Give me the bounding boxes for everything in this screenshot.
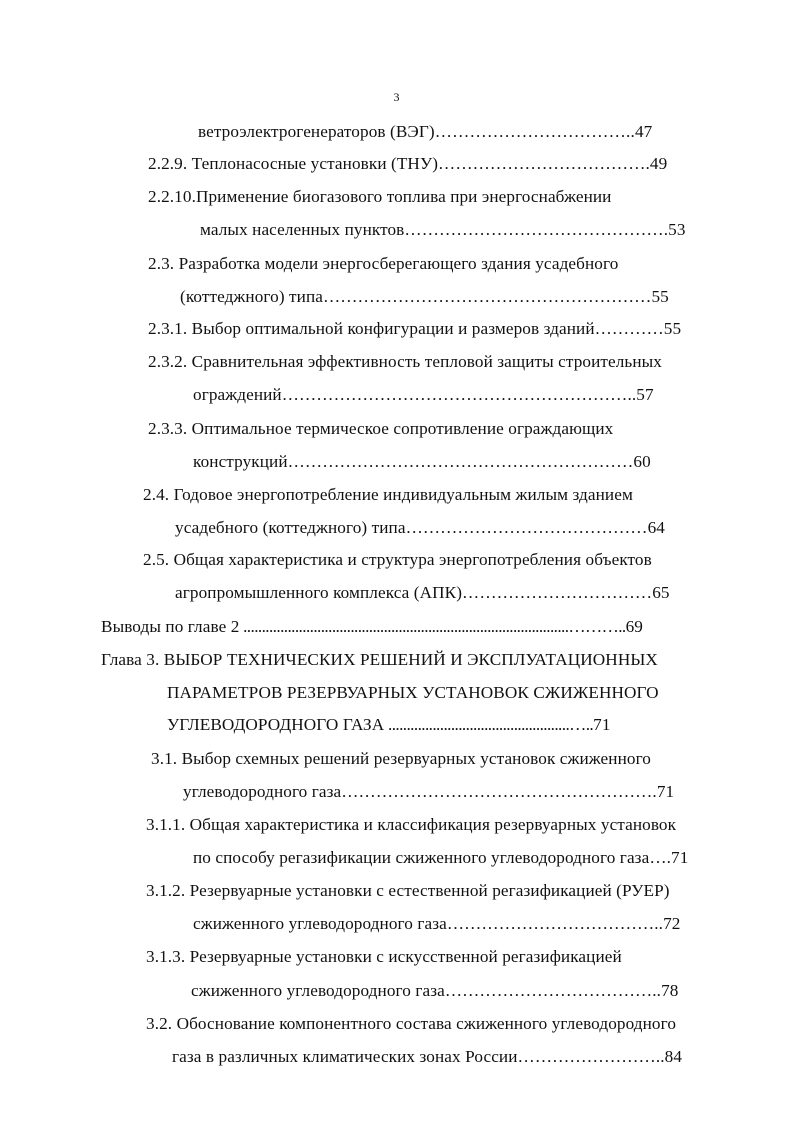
page-number: 3 xyxy=(393,90,400,104)
toc-entry-title: УГЛЕВОДОРОДНОГО ГАЗА xyxy=(167,715,385,734)
toc-entry xyxy=(183,781,674,803)
toc-entry xyxy=(167,714,611,736)
toc-entry-title: углеводородного газа xyxy=(183,782,342,801)
toc-entry-title: Выводы по главе 2 xyxy=(101,617,240,636)
toc-entry-leader: …………………………………………………….. xyxy=(281,385,637,404)
toc-entry xyxy=(191,980,678,1002)
toc-entry xyxy=(148,418,613,440)
toc-entry-leader: …………………….. xyxy=(517,1047,665,1066)
toc-entry xyxy=(193,384,654,406)
toc-entry-page: 57 xyxy=(636,385,654,404)
toc-entry-page: 64 xyxy=(647,518,665,537)
toc-entry xyxy=(148,318,681,340)
toc-entry-page: 55 xyxy=(663,319,682,338)
toc-entry-page: 71 xyxy=(656,782,675,801)
toc-entry-leader: …………………………………………………… xyxy=(287,452,634,471)
toc-entry-page: 47 xyxy=(634,122,653,141)
toc-entry-title: 2.2.10.Применение биогазового топлива при энергоснабжении xyxy=(148,187,612,206)
toc-entry-page: 65 xyxy=(652,583,670,602)
toc-entry xyxy=(143,484,633,506)
toc-entry-leader: …………………………………… xyxy=(405,518,648,537)
toc-entry-title: 2.3.1. Выбор оптимальной конфигурации и размеров зданий xyxy=(148,319,595,338)
toc-entry-leader: …. xyxy=(649,848,671,867)
toc-entry xyxy=(193,847,688,869)
toc-entry xyxy=(148,186,611,208)
toc-entry-leader: ………………………………………………… xyxy=(322,287,652,306)
toc-entry-page: 69 xyxy=(625,617,643,636)
toc-entry-leader: ………………………………………………. xyxy=(341,782,657,801)
toc-entry-title: 3.1. Выбор схемных решений резервуарных установок сжиженного xyxy=(151,749,651,768)
toc-entry-title: сжиженного углеводородного газа xyxy=(193,914,447,933)
toc-entry-leader: ………………………………. xyxy=(438,154,650,173)
toc-entry xyxy=(175,582,670,604)
toc-entry-page: 53 xyxy=(668,220,686,239)
toc-entry-title: 3.1.2. Резервуарные установки с естественной регазификацией (РУЕР) xyxy=(146,881,670,900)
toc-entry-leader: ........................................................................................……….. xyxy=(239,617,626,636)
toc-entry xyxy=(200,219,686,241)
toc-entry-page: 49 xyxy=(649,154,668,173)
toc-entry-leader: …………………………… xyxy=(462,583,653,602)
toc-entry-title: конструкций xyxy=(193,452,288,471)
toc-entry xyxy=(143,549,652,571)
toc-entry xyxy=(193,451,651,473)
toc-entry xyxy=(180,286,669,308)
toc-entry-title: усадебного (коттеджного) типа xyxy=(175,518,406,537)
toc-entry xyxy=(148,153,667,175)
toc-entry xyxy=(148,351,662,373)
toc-entry-title: малых населенных пунктов xyxy=(200,220,405,239)
toc-entry-title: (коттеджного) типа xyxy=(180,287,323,306)
toc-entry-title: ветроэлектрогенераторов (ВЭГ) xyxy=(198,122,435,141)
toc-entry-title: 2.5. Общая характеристика и структура энергопотребления объектов xyxy=(143,550,652,569)
toc-entry-title: 2.2.9. Теплонасосные установки (ТНУ) xyxy=(148,154,439,173)
toc-entry xyxy=(101,649,658,671)
toc-entry xyxy=(146,1013,676,1035)
toc-entry-title: сжиженного углеводородного газа xyxy=(191,981,445,1000)
toc-entry xyxy=(146,814,676,836)
toc-entry-title: по способу регазификации сжиженного углеводородного газа xyxy=(193,848,650,867)
toc-entry-title: газа в различных климатических зонах России xyxy=(172,1047,518,1066)
toc-entry-title: 2.4. Годовое энергопотребление индивидуальным жилым зданием xyxy=(143,485,633,504)
toc-entry-title: 3.2. Обоснование компонентного состава сжиженного углеводородного xyxy=(146,1014,677,1033)
toc-entry-title: агропромышленного комплекса (АПК) xyxy=(175,583,463,602)
toc-entry-page: 78 xyxy=(661,981,679,1000)
toc-entry-title: 3.1.3. Резервуарные установки с искусственной регазификацией xyxy=(146,947,622,966)
toc-entry-page: 71 xyxy=(593,715,611,734)
toc-entry-title: 2.3. Разработка модели энергосберегающего здания усадебного xyxy=(148,254,619,273)
toc-entry xyxy=(151,748,651,770)
toc-entry xyxy=(175,517,665,539)
toc-entry-leader: ……………………………….. xyxy=(444,981,662,1000)
toc-entry-page: 55 xyxy=(651,287,669,306)
toc-entry-title: 2.3.2. Сравнительная эффективность тепловой защиты строительных xyxy=(148,352,663,371)
toc-entry xyxy=(198,121,652,143)
toc-entry-page: 71 xyxy=(671,848,689,867)
toc-entry-title: ПАРАМЕТРОВ РЕЗЕРВУАРНЫХ УСТАНОВОК СЖИЖЕННОГО xyxy=(167,683,659,702)
toc-entry-leader: …………………………….. xyxy=(434,122,635,141)
toc-entry xyxy=(193,913,680,935)
toc-entry-page: 72 xyxy=(663,914,681,933)
toc-entry xyxy=(172,1046,682,1068)
toc-entry-leader: ……………………………….. xyxy=(446,914,664,933)
toc-entry-leader: .................................................….. xyxy=(384,715,594,734)
toc-entry xyxy=(146,946,622,968)
toc-entry-leader: ………… xyxy=(594,319,664,338)
toc-entry-title: ограждений xyxy=(193,385,282,404)
toc-entry-title: Глава 3. ВЫБОР ТЕХНИЧЕСКИХ РЕШЕНИЙ И ЭКСПЛУАТАЦИОННЫХ xyxy=(101,650,658,669)
toc-entry xyxy=(146,880,670,902)
toc-entry-title: 3.1.1. Общая характеристика и классификация резервуарных установок xyxy=(146,815,677,834)
toc-entry xyxy=(167,682,659,704)
toc-entry xyxy=(148,253,618,275)
toc-entry-title: 2.3.3. Оптимальное термическое сопротивление ограждающих xyxy=(148,419,614,438)
toc-entry xyxy=(101,616,643,638)
toc-entry-leader: ………………………………………. xyxy=(404,220,669,239)
toc-entry-page: 60 xyxy=(633,452,651,471)
toc-entry-page: 84 xyxy=(664,1047,683,1066)
